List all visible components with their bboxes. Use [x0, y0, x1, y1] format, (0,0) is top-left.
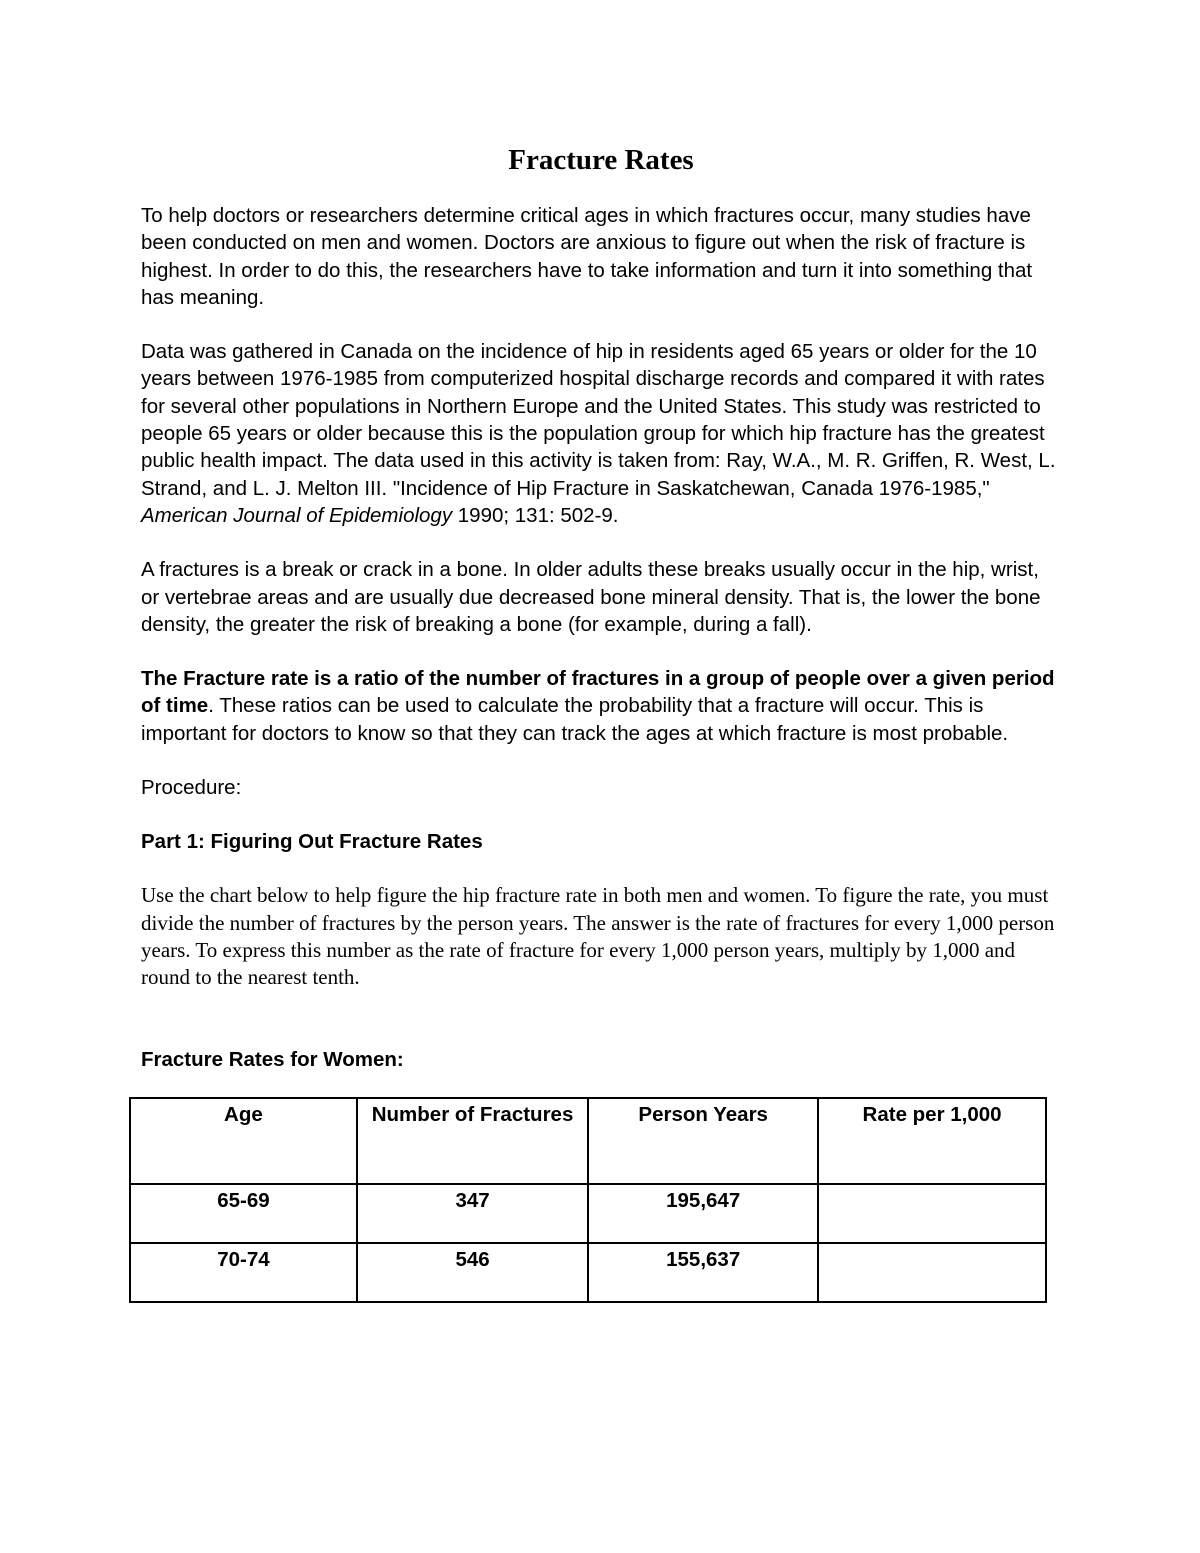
cell-fractures: 546 [357, 1243, 588, 1302]
definition-paragraph: A fractures is a break or crack in a bone. In older adults these breaks usually occur in the hip, wrist, or vertebrae areas and are usually due decreased bone mineral density. That is, the lower the bone density, the greater the risk of breaking a bone (for example, during a fall). [141, 558, 1041, 636]
header-number-of-fractures: Number of Fractures [357, 1098, 588, 1184]
fracture-rates-table [129, 1097, 1047, 1303]
cell-rate[interactable] [818, 1184, 1046, 1243]
procedure-label: Procedure: [141, 776, 242, 800]
table-heading: Fracture Rates for Women: [141, 1047, 404, 1071]
document-page [141, 138, 1061, 1303]
cell-rate[interactable] [818, 1243, 1046, 1302]
header-person-years: Person Years [588, 1098, 818, 1184]
intro-paragraph: To help doctors or researchers determine critical ages in which fractures occur, many studies have been conducted on men and women. Doctors are anxious to figure out when the risk of fracture is highest. In order to do this, the researchers have to take information and turn it into something that has meaning. [141, 204, 1033, 309]
part1-heading: Part 1: Figuring Out Fracture Rates [141, 830, 483, 854]
page-title: Fracture Rates [508, 144, 694, 176]
cell-age: 65-69 [130, 1184, 357, 1243]
journal-name: American Journal of Epidemiology [141, 503, 453, 527]
header-rate-per-1000: Rate per 1,000 [818, 1098, 1046, 1184]
table-header-row [130, 1098, 1046, 1184]
header-age: Age [130, 1098, 357, 1184]
cell-fractures: 347 [357, 1184, 588, 1243]
data-paragraph-text: Data was gathered in Canada on the incidence of hip in residents aged 65 years or older for the 10 years between 1976-1985 from computerized hospital discharge records and compared it with rates for several other populations in Northern Europe and the United States. This study was restricted to people 65 years or older because this is the population group for which hip fracture has the greatest public health impact. The data used in this activity is taken from: Ray, W.A., M. R. Griffen, R. West, L. Strand, and L. J. Melton III. "Incidence of Hip Fracture in Saskatchewan, Canada 1976-1985," [141, 340, 1056, 500]
table-row [130, 1184, 1046, 1243]
rate-explanation: . These ratios can be used to calculate the probability that a fracture will occur. This is important for doctors to know so that they can track the ages at which fracture is most probable. [141, 694, 1009, 745]
data-paragraph [141, 338, 1061, 529]
cell-person-years: 155,637 [588, 1243, 818, 1302]
part1-instructions: Use the chart below to help figure the hip fracture rate in both men and women. To figure the rate, you must divide the number of fractures by the person years. The answer is the rate of fractures for every 1,000 person years. To express this number as the rate of fracture for every 1,000 person years, multiply by 1,000 and round to the nearest tenth. [141, 883, 1055, 990]
citation-details: 1990; 131: 502-9. [452, 503, 619, 527]
rate-paragraph [141, 665, 1061, 747]
table-row [130, 1243, 1046, 1302]
cell-person-years: 195,647 [588, 1184, 818, 1243]
cell-age: 70-74 [130, 1243, 357, 1302]
rate-definition: The Fracture rate is a ratio of the number of fractures in a group of people over a given period of time [141, 667, 1055, 718]
